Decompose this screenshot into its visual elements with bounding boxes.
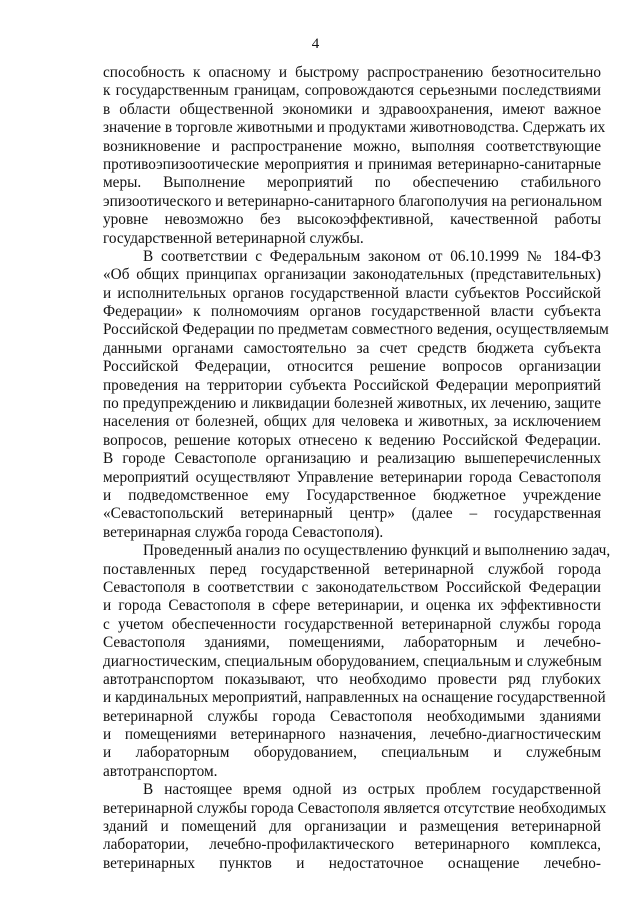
text-line: «Об общих принципах организации законодательных (представительных) (103, 266, 601, 284)
text-line: меры. Выполнение мероприятий по обеспечению стабильного (103, 174, 601, 192)
text-line: автотранспортом. (103, 762, 218, 780)
text-line: к государственным границам, сопровождаются серьезными последствиями (103, 82, 601, 100)
text-line: и исполнительных органов государственной власти субъектов Российской (103, 284, 601, 302)
text-line: Севастополя в соответствии с законодательством Российской Федерации (103, 578, 601, 596)
text-line: проведения на территории субъекта Российской Федерации мероприятий (103, 376, 601, 394)
text-line: ветеринарная служба города Севастополя). (103, 523, 384, 541)
text-line: и помещениями ветеринарного назначения, лечебно-диагностическим (103, 726, 601, 744)
text-line: значение в торговле животными и продуктами животноводства. Сдержать их (103, 119, 606, 137)
text-line: и подведомственное ему Государственное бюджетное учреждение (103, 486, 601, 504)
text-line: Севастополя зданиями, помещениями, лабораторным и лечебно- (103, 634, 601, 652)
text-line: и города Севастополя в сфере ветеринарии, и оценка их эффективности (103, 597, 601, 615)
document-body (103, 64, 611, 873)
text-line: В городе Севастополе организацию и реализацию вышеперечисленных (103, 450, 601, 468)
text-line: ветеринарных пунктов и недостаточное оснащение лечебно- (103, 854, 601, 872)
text-line: государственной ветеринарной службы. (103, 229, 364, 247)
text-line: возникновение и распространение можно, выполняя соответствующие (103, 137, 601, 155)
text-line: поставленных перед государственной ветеринарной службой города (103, 560, 601, 578)
text-line: ветеринарной службы города Севастополя необходимыми зданиями (103, 707, 601, 725)
text-line: данными органами самостоятельно за счет средств бюджета субъекта (103, 339, 601, 357)
text-line: мероприятий осуществляют Управление ветеринарии города Севастополя (103, 468, 601, 486)
text-line: ветеринарной службы города Севастополя является отсутствие необходимых (103, 799, 607, 817)
text-line: в области общественной экономики и здравоохранения, имеют важное (103, 100, 601, 118)
text-line: Федерации» к полномочиям органов государственной власти субъекта (103, 303, 601, 321)
page-number: 4 (311, 36, 320, 52)
text-line: Российской Федерации, относится решение вопросов организации (103, 358, 601, 376)
text-line: противоэпизоотические мероприятия и принимая ветеринарно-санитарные (103, 155, 601, 173)
text-line: населения от болезней, общих для человека и животных, за исключением (103, 413, 601, 431)
text-line: В настоящее время одной из острых проблем государственной (143, 781, 601, 799)
text-line: лаборатории, лечебно-профилактического ветеринарного комплекса, (103, 836, 601, 854)
text-line: эпизоотического и ветеринарно-санитарного благополучия на региональном (103, 192, 602, 210)
text-line: и кардинальных мероприятий, направленных на оснащение государственной (103, 689, 606, 707)
text-line: Проведенный анализ по осуществлению функций и выполнению задач, (143, 542, 611, 560)
text-line: диагностическим, специальным оборудованием, специальным и служебным (103, 652, 602, 670)
text-line: «Севастопольский ветеринарный центр» (далее – государственная (103, 505, 601, 523)
text-line: Российской Федерации по предметам совместного ведения, осуществляемым (103, 321, 609, 339)
text-line: В соответствии с Федеральным законом от 06.10.1999 № 184-ФЗ (143, 247, 601, 265)
text-line: уровне невозможно без высокоэффективной, качественной работы (103, 211, 601, 229)
text-line: и лабораторным оборудованием, специальным и служебным (103, 744, 601, 762)
text-line: по предупреждению и ликвидации болезней животных, их лечению, защите (103, 395, 601, 413)
text-line: вопросов, решение которых отнесено к ведению Российской Федерации. (103, 431, 601, 449)
text-line: автотранспортом показывают, что необходимо провести ряд глубоких (103, 670, 601, 688)
text-line: с учетом обеспеченности государственной ветеринарной службы города (103, 615, 601, 633)
text-line: зданий и помещений для организации и размещения ветеринарной (103, 818, 601, 836)
text-line: способность к опасному и быстрому распространению безотносительно (103, 64, 601, 81)
